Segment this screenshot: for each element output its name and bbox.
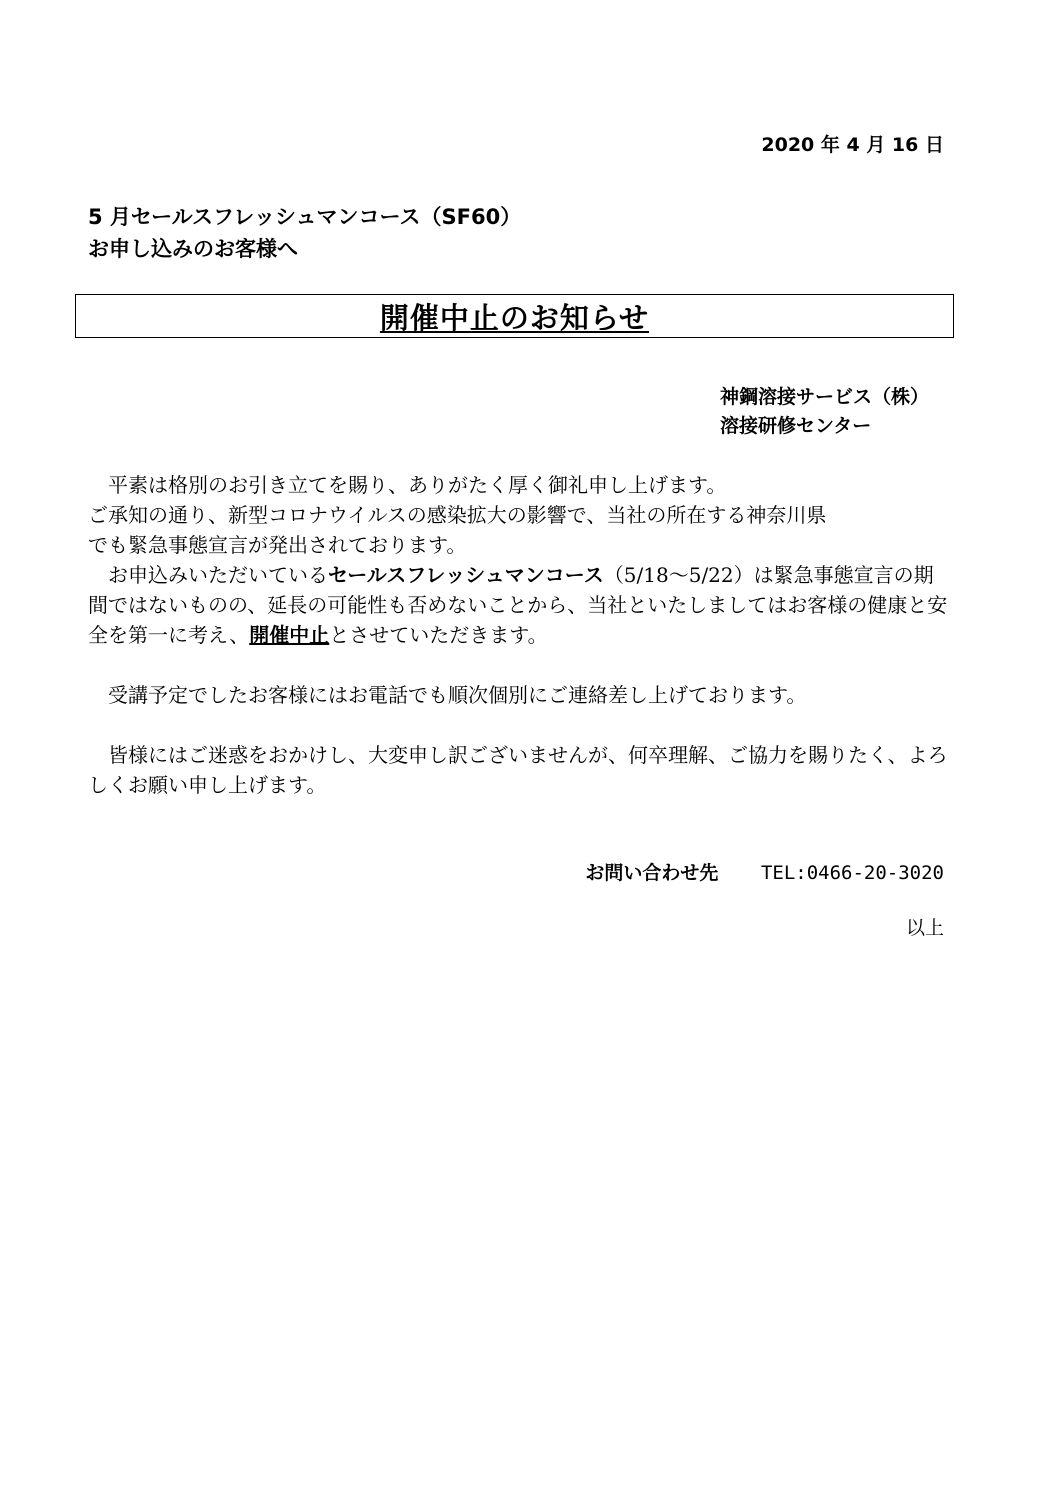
course-name: セールスフレッシュマンコース [328,563,604,587]
body-text-fragment: とさせていただきます。 [329,623,548,647]
recipient-course-line: 5 月セールスフレッシュマンコース（SF60） [88,205,522,229]
document-date: 2020 年 4 月 16 日 [761,134,944,156]
body-paragraph-course [88,560,948,650]
body-line: ご承知の通り、新型コロナウイルスの感染拡大の影響で、当社の所在する神奈川県 [88,503,827,527]
sender-department: 溶接研修センター [720,415,872,437]
notice-body [88,470,948,800]
body-paragraph-apology: 皆様にはご迷惑をおかけし、大変申し訳ございませんが、何卒理解、ご協力を賜りたく、よろしくお願い申し上げます。 [88,743,948,797]
recipient-block [88,201,521,265]
recipient-addressee-line: お申し込みのお客様へ [88,237,298,261]
notice-title: 開催中止のお知らせ [379,300,650,335]
contact-phone: TEL:0466-20-3020 [760,862,944,884]
cancel-emphasis: 開催中止 [249,623,330,647]
body-text-fragment: お申込みいただいている [88,563,328,587]
body-text-fragment: （5/18～5/22）は緊急事態宣言の期間ではないものの、延長の可能性も否めないことから、当社といたしましてはお客様の健康と安全を第一に考え、 [88,563,948,647]
contact-label: お問い合わせ先 [585,862,719,884]
paragraph-gap [88,650,948,680]
sender-block [720,383,929,441]
sender-company: 神鋼溶接サービス（株） [720,386,930,408]
body-line: でも緊急事態宣言が発出されております。 [88,533,467,557]
body-line: 平素は格別のお引き立てを賜り、ありがたく厚く御礼申し上げます。 [88,473,727,497]
closing-mark: 以上 [905,917,944,939]
title-box [75,294,954,338]
body-paragraph-contact-notice: 受講予定でしたお客様にはお電話でも順次個別にご連絡差し上げております。 [88,683,807,707]
paragraph-gap [88,710,948,740]
contact-info [585,858,944,885]
